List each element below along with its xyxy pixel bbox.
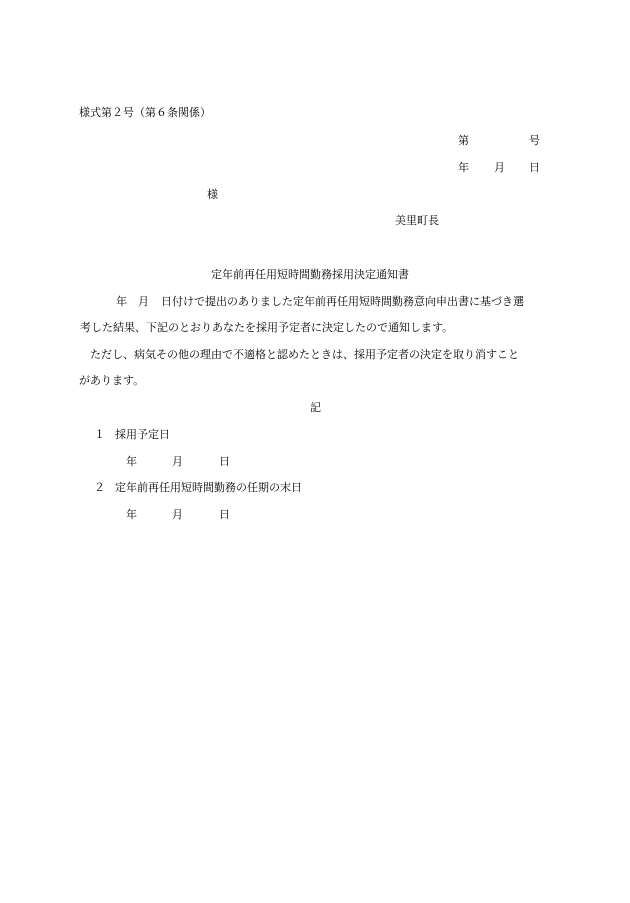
body-p1-line1: 日付けで提出のありました定年前再任用短時間勤務意向申出書に基づき選 <box>161 295 524 308</box>
doc-number-suffix: 号 <box>529 134 540 147</box>
doc-date-year: 年 <box>458 161 469 174</box>
ki-heading: 記 <box>310 401 321 414</box>
item-year: 年 <box>126 508 137 521</box>
item-label: 採用予定日 <box>115 428 170 441</box>
body-p1-line2: 考した結果、下記のとおりあなたを採用予定者に決定したので通知します。 <box>80 321 454 334</box>
doc-date-day: 日 <box>529 161 540 174</box>
doc-number-prefix: 第 <box>458 134 469 147</box>
item-day: 日 <box>219 455 230 468</box>
item-year: 年 <box>126 455 137 468</box>
item-number: ２ <box>94 481 105 494</box>
issuer: 美里町長 <box>395 214 439 227</box>
item-month: 月 <box>172 455 183 468</box>
body-p1-month: 月 <box>138 295 149 308</box>
doc-date-month: 月 <box>494 161 505 174</box>
item-label: 定年前再任用短時間勤務の任期の末日 <box>115 481 302 494</box>
item-number: １ <box>94 428 105 441</box>
body-p2-line1: ただし、病気その他の理由で不適格と認めたときは、採用予定者の決定を取り消すこと <box>90 348 519 361</box>
recipient-suffix: 様 <box>207 188 218 201</box>
body-p1-year: 年 <box>116 295 127 308</box>
item-day: 日 <box>219 508 230 521</box>
body-p2-line2: があります。 <box>79 374 145 387</box>
item-month: 月 <box>172 508 183 521</box>
form-label: 様式第２号（第６条関係） <box>79 106 211 119</box>
document-title: 定年前再任用短時間勤務採用決定通知書 <box>211 268 409 281</box>
